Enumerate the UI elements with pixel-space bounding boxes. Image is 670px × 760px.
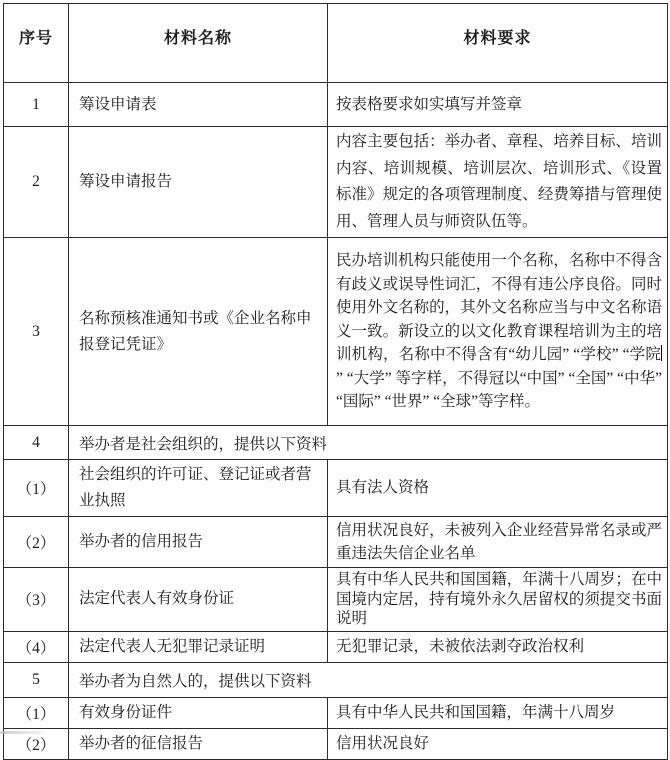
table-section-row	[4, 426, 668, 460]
table-row	[4, 83, 668, 127]
cell-material-name[interactable]: 筹设申请表	[69, 83, 328, 127]
table-row	[4, 568, 668, 632]
header-serial-number: 序号	[4, 4, 69, 83]
cell-serial-number[interactable]: 3	[4, 238, 69, 426]
header-material-requirement: 材料要求	[328, 4, 668, 83]
cell-material-requirement[interactable]: 无犯罪记录，未被依法剥夺政治权利	[328, 631, 668, 662]
cell-material-requirement[interactable]: 具有法人资格	[328, 460, 668, 517]
cell-material-name[interactable]: 举办者的信用报告	[69, 517, 328, 568]
requirement-text-after-cursor: ” “大学” 等字样，不得冠以“中国” “全国” “中华” “国际” “世界” “全球”等字样。	[336, 369, 662, 411]
cell-material-name[interactable]: 举办者的征信报告	[69, 728, 328, 759]
cell-serial-number[interactable]: （4）	[4, 631, 69, 662]
cell-material-requirement[interactable]: 信用状况良好	[328, 728, 668, 759]
cell-serial-number[interactable]: 1	[4, 83, 69, 127]
cell-section-title[interactable]: 举办者为自然人的，提供以下资料	[69, 662, 668, 697]
cell-material-name[interactable]: 社会组织的许可证、登记证或者营业执照	[69, 460, 328, 517]
header-material-name: 材料名称	[69, 4, 328, 83]
cell-section-title[interactable]: 举办者是社会组织的，提供以下资料	[69, 426, 668, 460]
materials-requirements-table	[3, 3, 668, 760]
cell-material-requirement[interactable]	[328, 238, 668, 426]
document-page	[0, 3, 670, 754]
table-row	[4, 517, 668, 568]
cell-serial-number[interactable]: 5	[4, 662, 69, 697]
cell-material-name[interactable]: 名称预核准通知书或《企业名称申报登记凭证》	[69, 238, 328, 426]
cell-material-requirement[interactable]: 具有中华人民共和国国籍，年满十八周岁；在中国境内定居，持有境外永久居留权的须提交书面说明	[328, 568, 668, 632]
cell-serial-number[interactable]: 2	[4, 127, 69, 238]
table-row	[4, 728, 668, 759]
table-row	[4, 631, 668, 662]
cell-serial-number[interactable]: （2）	[4, 517, 69, 568]
table-row	[4, 127, 668, 238]
table-row	[4, 238, 668, 426]
cell-material-name[interactable]: 法定代表人有效身份证	[69, 568, 328, 632]
page-edge-shadow	[0, 731, 47, 734]
cell-serial-number[interactable]: （1）	[4, 697, 69, 728]
cell-material-name[interactable]: 法定代表人无犯罪记录证明	[69, 631, 328, 662]
requirement-text-before-cursor: 民办培训机构只能使用一个名称，名称中不得含有歧义或误导性词汇，不得有违公序良俗。同时使用外文名称的，其外文名称应当与中文名称语义一致。新设立的以文化教育课程培训为主的培训机构，名称中不得含有“幼儿园” “学校” “学院	[336, 252, 662, 364]
cell-serial-number[interactable]: （3）	[4, 568, 69, 632]
text-cursor	[661, 345, 662, 361]
cell-material-name[interactable]: 有效身份证件	[69, 697, 328, 728]
table-row	[4, 460, 668, 517]
cell-material-requirement[interactable]: 按表格要求如实填写并签章	[328, 83, 668, 127]
table-section-row	[4, 662, 668, 697]
cell-material-requirement[interactable]: 信用状况良好，未被列入企业经营异常名录或严重违法失信企业名单	[328, 517, 668, 568]
cell-serial-number[interactable]: （2）	[4, 728, 69, 759]
table-header-row	[4, 4, 668, 83]
cell-material-requirement[interactable]: 具有中华人民共和国国籍，年满十八周岁	[328, 697, 668, 728]
table-row	[4, 697, 668, 728]
cell-serial-number[interactable]: 4	[4, 426, 69, 460]
cell-serial-number[interactable]: （1）	[4, 460, 69, 517]
cell-material-name[interactable]: 筹设申请报告	[69, 127, 328, 238]
cell-material-requirement[interactable]: 内容主要包括：举办者、章程、培养目标、培训内容、培训规模、培训层次、培训形式、《设置标准》规定的各项管理制度、经费筹措与管理使用、管理人员与师资队伍等。	[328, 127, 668, 238]
